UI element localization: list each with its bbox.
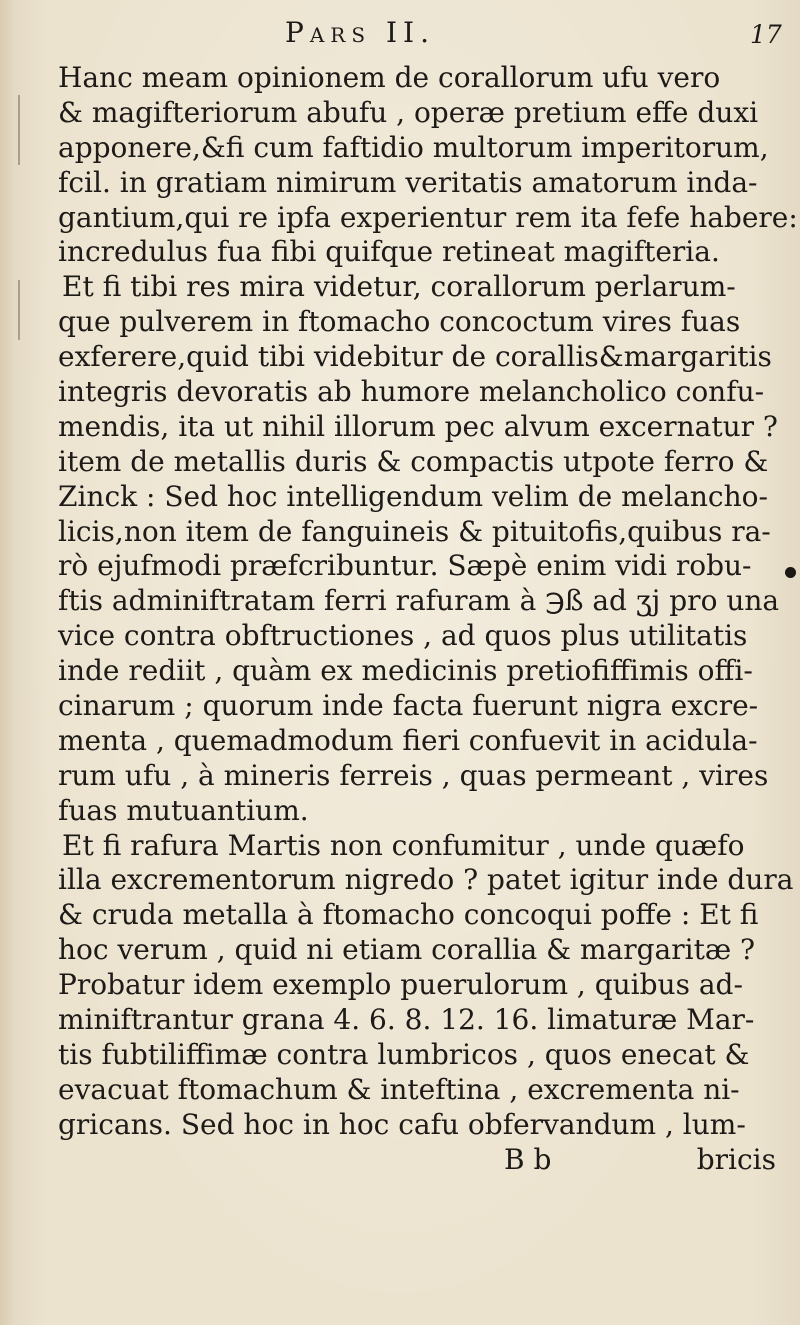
catchword: bricis [696,1142,776,1176]
page-gutter-shadow [0,0,14,1325]
text-line: illa excrementorum nigredo ? patet igitur inde dura [58,863,794,897]
text-line: Et fi tibi res mira videtur, corallorum perlarum- [62,270,736,304]
text-line: incredulus fua fibi quifque retineat magifteria. [58,235,720,269]
text-line: inde rediit , quàm ex medicinis pretiofiffimis offi- [58,654,753,688]
text-line: Probatur idem exemplo puerulorum , quibus ad- [58,968,743,1002]
text-line: & magifteriorum abufu , operæ pretium effe duxi [58,95,759,129]
text-line: menta , quemadmodum fieri confuevit in acidula- [58,723,758,757]
text-line: fuas mutuantium. [58,793,309,827]
signature-mark: B b [504,1142,552,1176]
text-line: que pulverem in ftomacho concoctum vires fuas [58,305,741,339]
text-line: Et fi rafura Martis non confumitur , unde quæfo [62,828,745,862]
text-line: Zinck : Sed hoc intelligendum velim de melancho- [58,479,768,513]
text-line: mendis, ita ut nihil illorum pec alvum excernatur ? [58,409,778,443]
footer-line [58,1142,776,1178]
text-line: exferere,quid tibi videbitur de corallis&margaritis [58,340,772,374]
body-text [58,61,798,1178]
text-line: integris devoratis ab humore melancholico confu- [58,375,765,409]
text-line: gantium,qui re ipfa experientur rem ita fefe habere: [58,200,798,234]
text-line: tis fubtiliffimæ contra lumbricos , quos enecat & [58,1037,750,1071]
text-line: cinarum ; quorum inde facta fuerunt nigra excre- [58,689,759,723]
text-line: rum ufu , à mineris ferreis , quas permeant , vires [58,758,769,792]
text-line: fcil. in gratiam nimirum veritatis amatorum inda- [58,165,758,199]
margin-rule [18,280,20,340]
text-line: miniftrantur grana 4. 6. 8. 12. 16. limaturæ Mar- [58,1003,755,1037]
margin-ink-dot [785,567,796,578]
page-header [0,12,800,52]
text-line: & cruda metalla à ftomacho concoqui poffe : Et fi [58,898,759,932]
text-line: rò ejufmodi præfcribuntur. Sæpè enim vidi robu- [58,549,752,583]
text-line: evacuat ftomachum & inteftina , excrementa ni- [58,1072,740,1106]
text-line: item de metallis duris & compactis utpote ferro & [58,444,769,478]
text-line: gricans. Sed hoc in hoc cafu obfervandum , lum- [58,1107,746,1141]
page-number: 17 [750,20,782,49]
text-line: ftis adminiftratam ferri rafuram à ℈ß ad ʒj pro una [58,584,780,618]
text-line: hoc verum , quid ni etiam corallia & margaritæ ? [58,933,756,967]
text-line: vice contra obftructiones , ad quos plus utilitatis [58,619,748,653]
text-line: Hanc meam opinionem de corallorum ufu vero [58,61,721,94]
text-line: apponere,&fi cum faftidio multorum imperitorum, [58,130,769,164]
text-line: licis,non item de fanguineis & pituitofis,quibus ra- [58,514,771,548]
running-head: Pars II. [285,16,435,49]
margin-rule [18,95,20,165]
